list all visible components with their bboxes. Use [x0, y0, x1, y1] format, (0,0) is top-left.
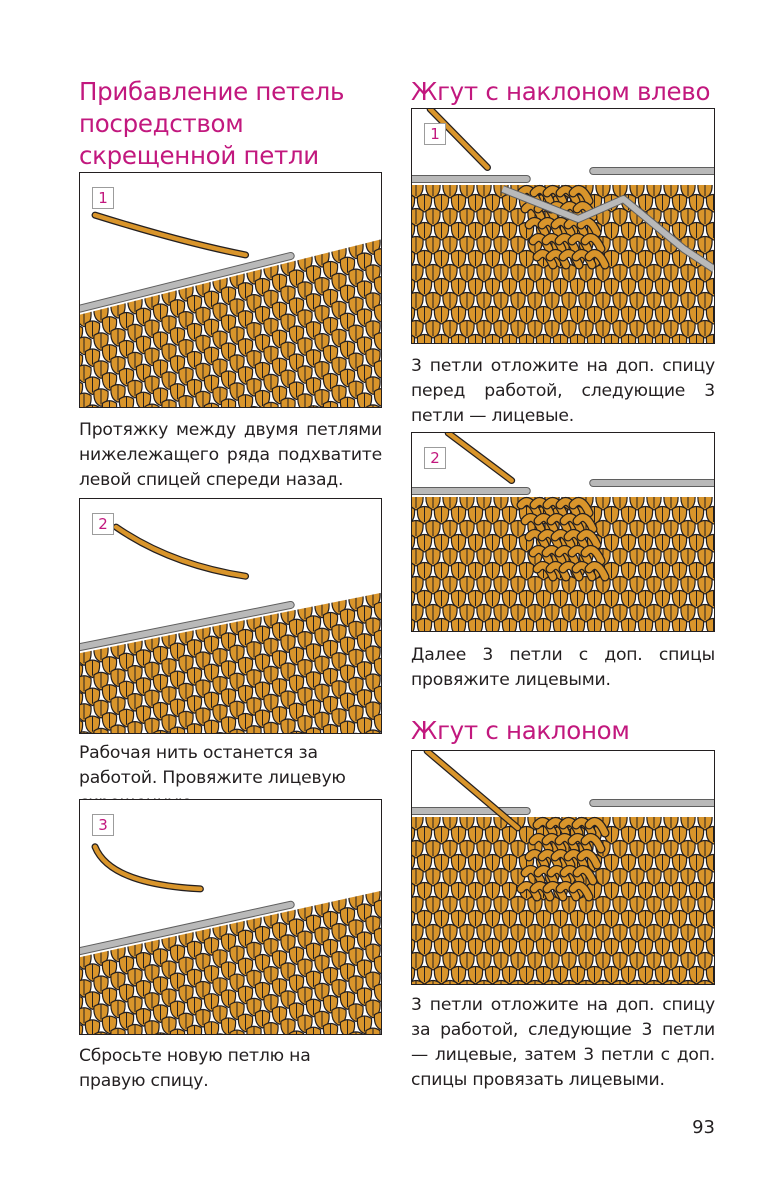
- step-number-badge: 1: [424, 123, 446, 145]
- caption-increase-step-1: Протяжку между двумя петлями нижележащего ряда подхватите левой спицей спереди назад.: [79, 420, 382, 490]
- caption-increase-step-3: Сбросьте новую петлю на правую спицу.: [79, 1046, 311, 1091]
- illustration-increase-step-3: [79, 799, 382, 1035]
- knitting-drawing: [412, 433, 714, 631]
- step-number-badge: 2: [92, 513, 114, 535]
- knitting-drawing: [80, 800, 381, 1034]
- illustration-cable-right: [411, 750, 715, 985]
- caption-cable-right: 3 петли отложите на доп. спицу за работой, следующие 3 петли — лицевые, затем 3 петли с доп. спицы провязать лицевыми.: [411, 995, 715, 1090]
- illustration-cable-left-step-2: [411, 432, 715, 632]
- illustration-increase-step-2: [79, 498, 382, 734]
- knitting-drawing: [412, 109, 714, 343]
- page-number: 93: [692, 1117, 715, 1138]
- caption-increase-step-2: Рабочая нить останется за работой. Провяжите лицевую: [79, 743, 346, 788]
- knitting-drawing: [80, 173, 381, 407]
- illustration-increase-step-1: [79, 172, 382, 408]
- step-number-badge: 3: [92, 814, 114, 836]
- caption-cable-left-step-2: Далее 3 петли с доп. спицы провяжите лицевыми.: [411, 645, 715, 690]
- knitting-drawing: [412, 751, 714, 984]
- knitting-drawing: [80, 499, 381, 733]
- step-number-badge: 1: [92, 187, 114, 209]
- illustration-cable-left-step-1: [411, 108, 715, 344]
- heading-cable-right: Жгут с наклоном: [411, 716, 630, 745]
- heading-crossed-loop-increase: Прибавление петель посредством скрещенной петли: [79, 77, 345, 170]
- heading-cable-left: Жгут с наклоном влево: [411, 77, 711, 106]
- caption-cable-left-step-1: 3 петли отложите на доп. спицу перед работой, следующие 3 петли — лицевые.: [411, 356, 715, 426]
- step-number-badge: 2: [424, 447, 446, 469]
